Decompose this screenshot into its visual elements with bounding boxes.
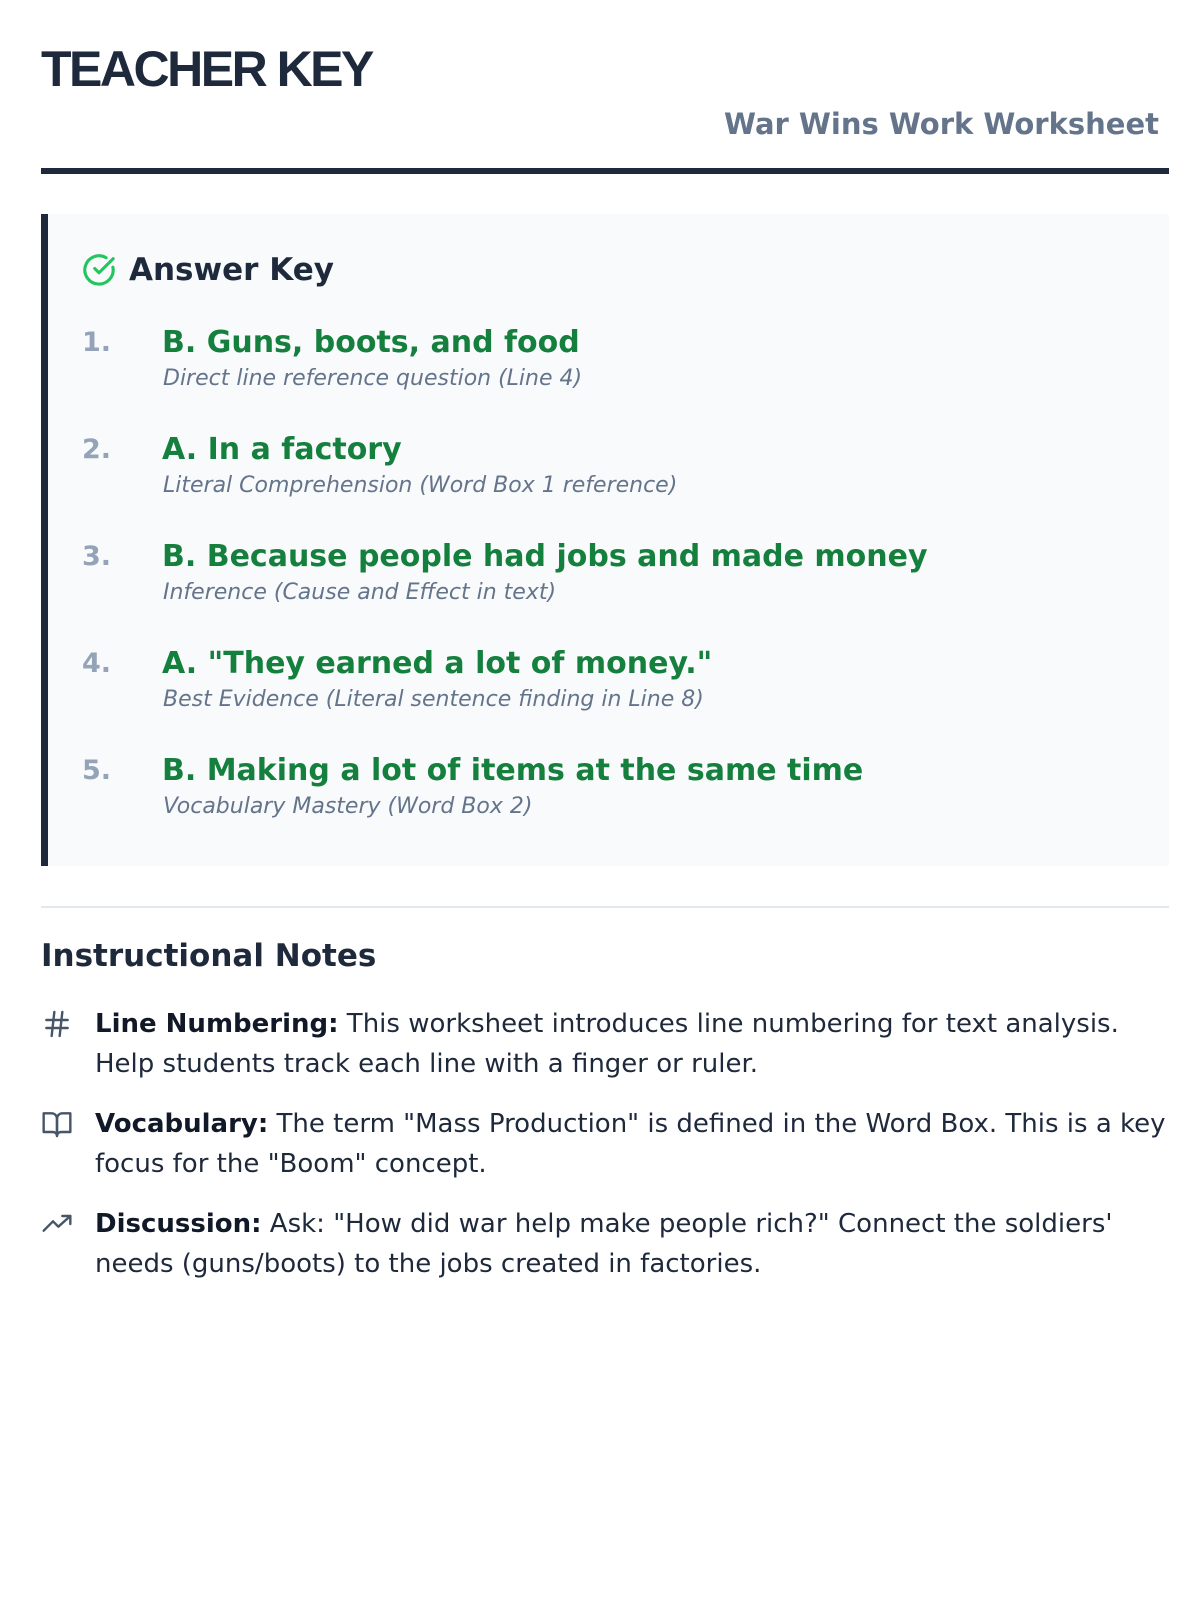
answer-number: 1.	[82, 327, 112, 358]
note-item-discussion	[41, 1204, 1169, 1284]
answer-key-panel	[41, 214, 1169, 866]
book-open-icon	[41, 1108, 73, 1140]
header-rule	[41, 168, 1169, 174]
answer-text: B. Making a lot of items at the same time	[162, 753, 864, 788]
note-text: The term "Mass Production" is defined in the Word Box. This is a key focus for the "Boom" concept.	[95, 1109, 1166, 1179]
answer-text: B. Because people had jobs and made money	[162, 539, 928, 574]
note-item-line-numbering	[41, 1004, 1169, 1084]
answer-number: 3.	[82, 541, 112, 572]
note-item-vocabulary	[41, 1104, 1169, 1184]
answer-note: Inference (Cause and Effect in text)	[163, 580, 557, 605]
answer-note: Vocabulary Mastery (Word Box 2)	[163, 794, 533, 819]
answer-number: 2.	[82, 434, 112, 465]
answer-key-header	[82, 250, 334, 290]
note-label: Vocabulary:	[95, 1109, 269, 1139]
check-circle-icon	[82, 253, 116, 287]
trending-up-icon	[41, 1208, 73, 1240]
notes-list	[41, 1004, 1169, 1304]
answer-text: A. In a factory	[162, 432, 402, 467]
note-text: This worksheet introduces line numbering for text analysis. Help students track each line with a finger or ruler.	[95, 1009, 1119, 1079]
answer-note: Direct line reference question (Line 4)	[163, 366, 583, 391]
worksheet-subtitle: War Wins Work Worksheet	[724, 107, 1159, 141]
answer-note: Best Evidence (Literal sentence finding in Line 8)	[163, 687, 704, 712]
note-text: Ask: "How did war help make people rich?" Connect the soldiers' needs (guns/boots) to the jobs created in factories.	[95, 1209, 1113, 1279]
answer-number: 4.	[82, 648, 112, 679]
answer-note: Literal Comprehension (Word Box 1 reference)	[163, 473, 678, 498]
hash-icon	[41, 1008, 73, 1040]
answer-key-title: Answer Key	[129, 252, 334, 288]
answer-number: 5.	[82, 755, 112, 786]
page-title: TEACHER KEY	[41, 41, 372, 97]
section-divider	[41, 906, 1169, 908]
note-label: Line Numbering:	[95, 1009, 339, 1039]
note-label: Discussion:	[95, 1209, 262, 1239]
notes-title: Instructional Notes	[41, 938, 377, 974]
answer-text: B. Guns, boots, and food	[162, 325, 580, 360]
answer-text: A. "They earned a lot of money."	[162, 646, 713, 681]
